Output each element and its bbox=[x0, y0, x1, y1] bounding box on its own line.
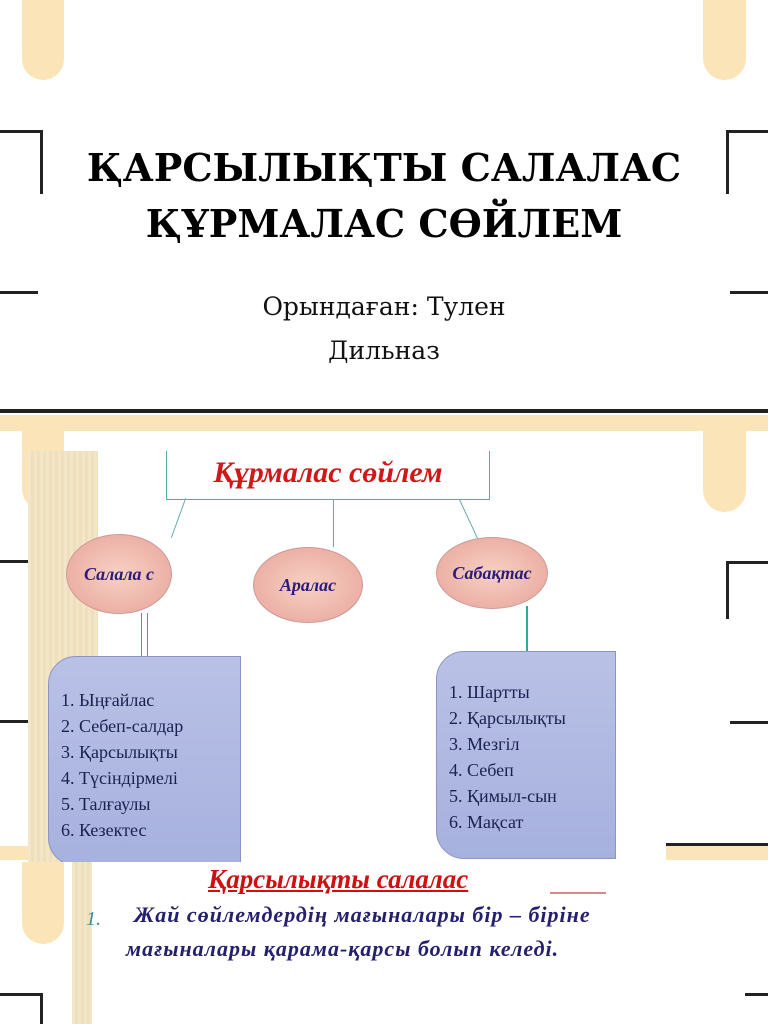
salalas-list-box bbox=[48, 656, 241, 862]
diagram-slide bbox=[28, 451, 666, 862]
decor-line bbox=[745, 993, 768, 996]
connector bbox=[171, 498, 186, 538]
decor-side bbox=[72, 862, 92, 1024]
title-line: ҚҰРМАЛАС СӨЙЛЕМ bbox=[145, 201, 623, 246]
author-line: Дильназ bbox=[328, 336, 440, 365]
title-line: ҚАРСЫЛЫҚТЫ САЛАЛАС bbox=[86, 145, 682, 190]
decor-line bbox=[0, 720, 30, 723]
list-item: 2. Қарсылықты bbox=[467, 705, 615, 731]
author-line: Орындаған: Тулен bbox=[262, 292, 506, 321]
decor-bracket bbox=[40, 993, 43, 1024]
list-item: 3. Қарсылықты bbox=[79, 739, 240, 765]
diagram-heading: Құрмалас сөйлем bbox=[166, 451, 490, 500]
item-number: 1. bbox=[86, 908, 101, 930]
slide-divider bbox=[0, 409, 768, 413]
text-slide bbox=[72, 862, 744, 1024]
decor-bracket bbox=[726, 130, 768, 133]
decor-band bbox=[0, 415, 768, 431]
decor-tab bbox=[703, 0, 746, 80]
decor-line bbox=[730, 721, 768, 724]
list-item: 1. Шартты bbox=[467, 679, 615, 705]
list-item: 5. Талғаулы bbox=[79, 791, 240, 817]
connector bbox=[459, 499, 479, 539]
list-item: 3. Мезгіл bbox=[467, 731, 615, 757]
list-item: 2. Себеп-салдар bbox=[79, 713, 240, 739]
decor-bracket bbox=[0, 130, 42, 133]
slide-heading: Қарсылықты салалас bbox=[208, 864, 469, 894]
oval-sabaqtas: Сабақтас bbox=[436, 537, 548, 609]
list-item: 6. Кезектес bbox=[79, 817, 240, 843]
list-item: 4. Себеп bbox=[467, 757, 615, 783]
oval-salalas: Салала с bbox=[66, 534, 172, 614]
list-item: 6. Мақсат bbox=[467, 809, 615, 835]
oval-aralas: Аралас bbox=[253, 547, 363, 623]
definition-text: Жай сөйлемдердің мағыналары бір – біріне мағыналары қарама-қарсы болып келеді. bbox=[126, 902, 591, 961]
sabaqtas-list-box bbox=[436, 651, 616, 859]
decor-tab bbox=[22, 0, 64, 80]
decor-bracket bbox=[0, 993, 42, 996]
connector bbox=[333, 499, 334, 547]
decor-bracket bbox=[726, 561, 729, 619]
decor-bracket bbox=[726, 561, 768, 564]
author bbox=[0, 285, 768, 373]
list-item: 5. Қимыл-сын bbox=[467, 783, 615, 809]
decor-tab bbox=[22, 862, 64, 944]
decor-tab bbox=[703, 430, 746, 512]
page-title bbox=[0, 140, 768, 252]
underline-decor bbox=[550, 892, 606, 894]
decor-line bbox=[0, 560, 30, 563]
list-item: 1. Ыңғайлас bbox=[79, 687, 240, 713]
list-item: 4. Түсіндірмелі bbox=[79, 765, 240, 791]
